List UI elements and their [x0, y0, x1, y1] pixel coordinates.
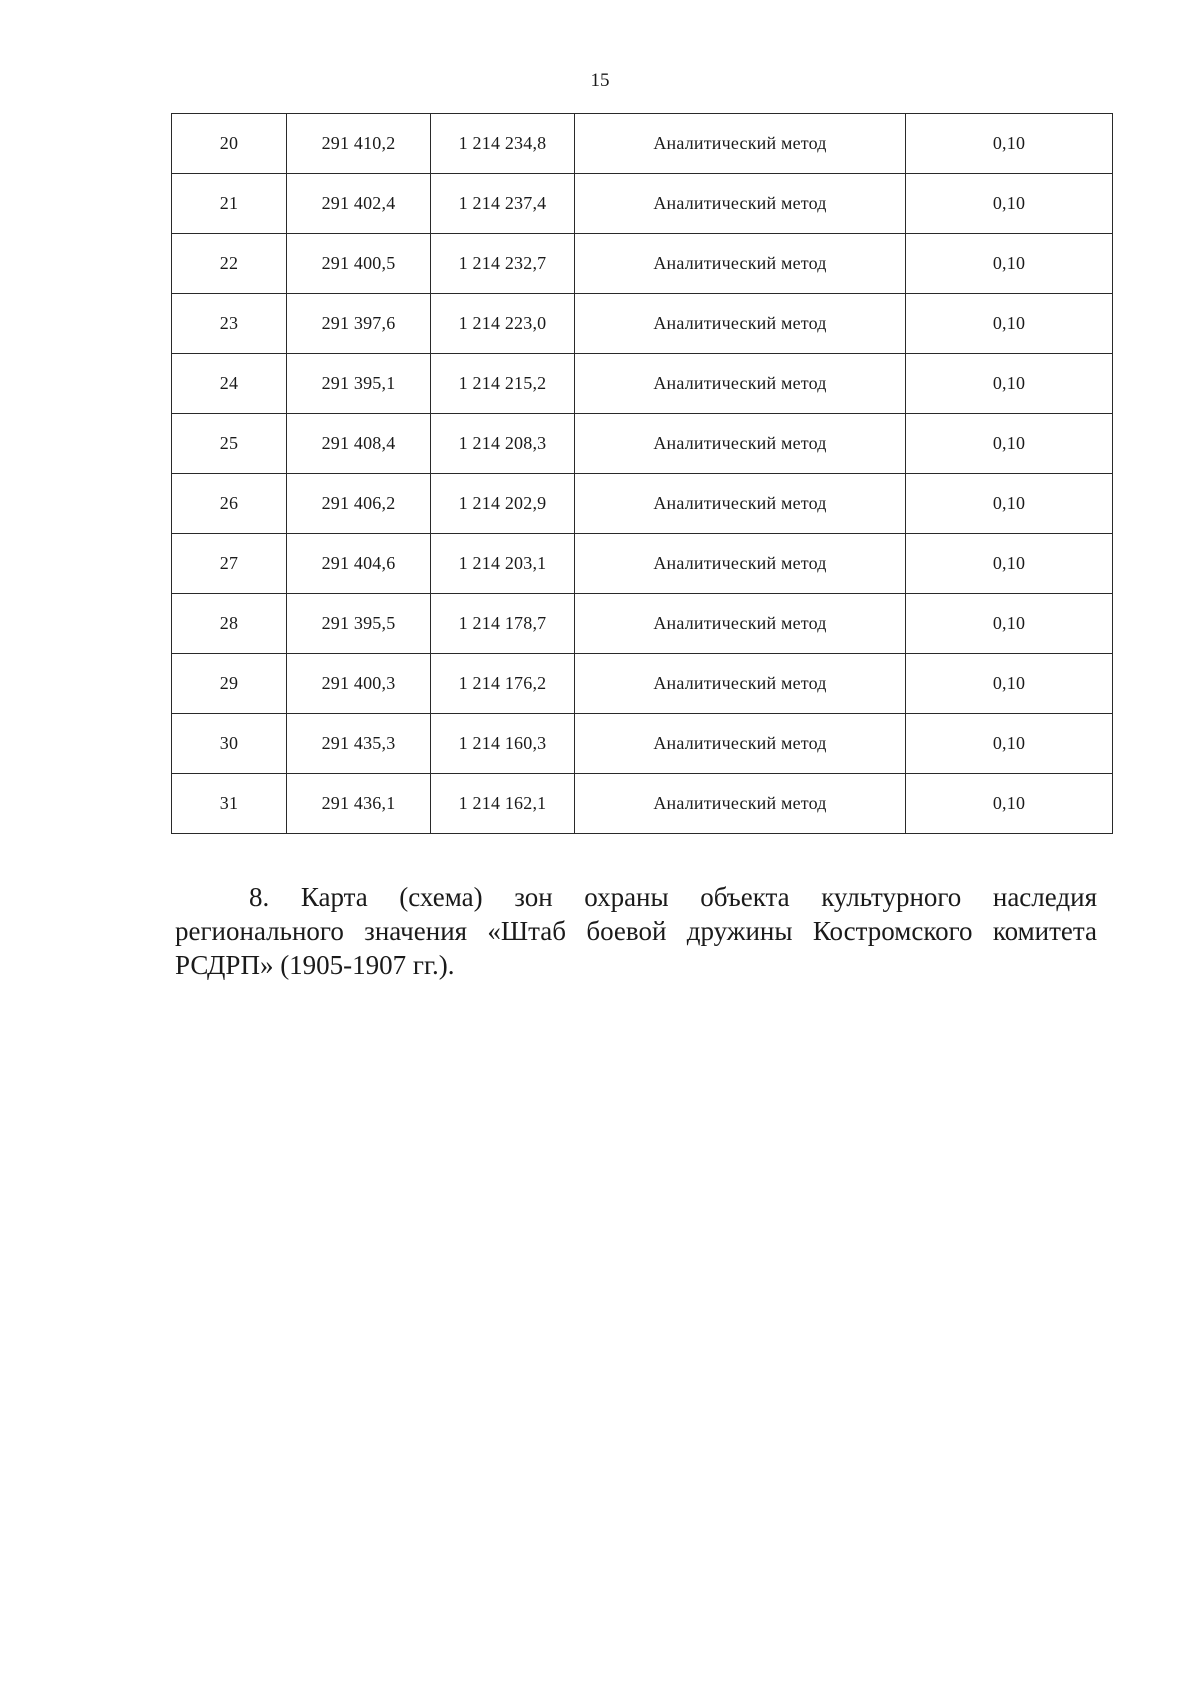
method-cell: Аналитический метод — [575, 114, 906, 174]
section-8-paragraph: 8. Карта (схема) зон охраны объекта культурного наследия регионального значения «Штаб боевой дружины Костромского комитета РСДРП» (1905-1907 гг.). — [175, 882, 1097, 980]
y-coordinate-cell: 1 214 223,0 — [431, 294, 575, 354]
point-number-cell: 24 — [172, 354, 287, 414]
accuracy-cell: 0,10 — [906, 414, 1113, 474]
table-row — [172, 474, 1113, 534]
point-number-cell: 31 — [172, 774, 287, 834]
point-number-cell: 27 — [172, 534, 287, 594]
table-row — [172, 414, 1113, 474]
table-row — [172, 714, 1113, 774]
point-number-cell: 26 — [172, 474, 287, 534]
x-coordinate-cell: 291 400,3 — [287, 654, 431, 714]
table-row — [172, 294, 1113, 354]
y-coordinate-cell: 1 214 215,2 — [431, 354, 575, 414]
coordinates-table-body — [172, 114, 1113, 834]
method-cell: Аналитический метод — [575, 234, 906, 294]
point-number-cell: 20 — [172, 114, 287, 174]
table-row — [172, 234, 1113, 294]
y-coordinate-cell: 1 214 237,4 — [431, 174, 575, 234]
point-number-cell: 25 — [172, 414, 287, 474]
point-number-cell: 21 — [172, 174, 287, 234]
method-cell: Аналитический метод — [575, 654, 906, 714]
point-number-cell: 30 — [172, 714, 287, 774]
table-row — [172, 174, 1113, 234]
coordinates-table — [171, 113, 1113, 834]
x-coordinate-cell: 291 400,5 — [287, 234, 431, 294]
x-coordinate-cell: 291 402,4 — [287, 174, 431, 234]
y-coordinate-cell: 1 214 160,3 — [431, 714, 575, 774]
x-coordinate-cell: 291 408,4 — [287, 414, 431, 474]
point-number-cell: 23 — [172, 294, 287, 354]
y-coordinate-cell: 1 214 232,7 — [431, 234, 575, 294]
accuracy-cell: 0,10 — [906, 534, 1113, 594]
y-coordinate-cell: 1 214 176,2 — [431, 654, 575, 714]
accuracy-cell: 0,10 — [906, 594, 1113, 654]
method-cell: Аналитический метод — [575, 774, 906, 834]
method-cell: Аналитический метод — [575, 714, 906, 774]
accuracy-cell: 0,10 — [906, 354, 1113, 414]
point-number-cell: 28 — [172, 594, 287, 654]
accuracy-cell: 0,10 — [906, 474, 1113, 534]
y-coordinate-cell: 1 214 234,8 — [431, 114, 575, 174]
x-coordinate-cell: 291 397,6 — [287, 294, 431, 354]
table-row — [172, 354, 1113, 414]
method-cell: Аналитический метод — [575, 594, 906, 654]
x-coordinate-cell: 291 435,3 — [287, 714, 431, 774]
accuracy-cell: 0,10 — [906, 234, 1113, 294]
method-cell: Аналитический метод — [575, 174, 906, 234]
accuracy-cell: 0,10 — [906, 654, 1113, 714]
y-coordinate-cell: 1 214 162,1 — [431, 774, 575, 834]
x-coordinate-cell: 291 410,2 — [287, 114, 431, 174]
page-number: 15 — [590, 70, 610, 91]
y-coordinate-cell: 1 214 203,1 — [431, 534, 575, 594]
y-coordinate-cell: 1 214 202,9 — [431, 474, 575, 534]
y-coordinate-cell: 1 214 208,3 — [431, 414, 575, 474]
x-coordinate-cell: 291 404,6 — [287, 534, 431, 594]
table-row — [172, 774, 1113, 834]
point-number-cell: 22 — [172, 234, 287, 294]
table-row — [172, 594, 1113, 654]
accuracy-cell: 0,10 — [906, 294, 1113, 354]
method-cell: Аналитический метод — [575, 414, 906, 474]
x-coordinate-cell: 291 406,2 — [287, 474, 431, 534]
method-cell: Аналитический метод — [575, 474, 906, 534]
x-coordinate-cell: 291 395,5 — [287, 594, 431, 654]
accuracy-cell: 0,10 — [906, 774, 1113, 834]
accuracy-cell: 0,10 — [906, 114, 1113, 174]
table-row — [172, 654, 1113, 714]
accuracy-cell: 0,10 — [906, 174, 1113, 234]
method-cell: Аналитический метод — [575, 534, 906, 594]
method-cell: Аналитический метод — [575, 354, 906, 414]
point-number-cell: 29 — [172, 654, 287, 714]
x-coordinate-cell: 291 395,1 — [287, 354, 431, 414]
accuracy-cell: 0,10 — [906, 714, 1113, 774]
y-coordinate-cell: 1 214 178,7 — [431, 594, 575, 654]
method-cell: Аналитический метод — [575, 294, 906, 354]
x-coordinate-cell: 291 436,1 — [287, 774, 431, 834]
table-row — [172, 534, 1113, 594]
table-row — [172, 114, 1113, 174]
